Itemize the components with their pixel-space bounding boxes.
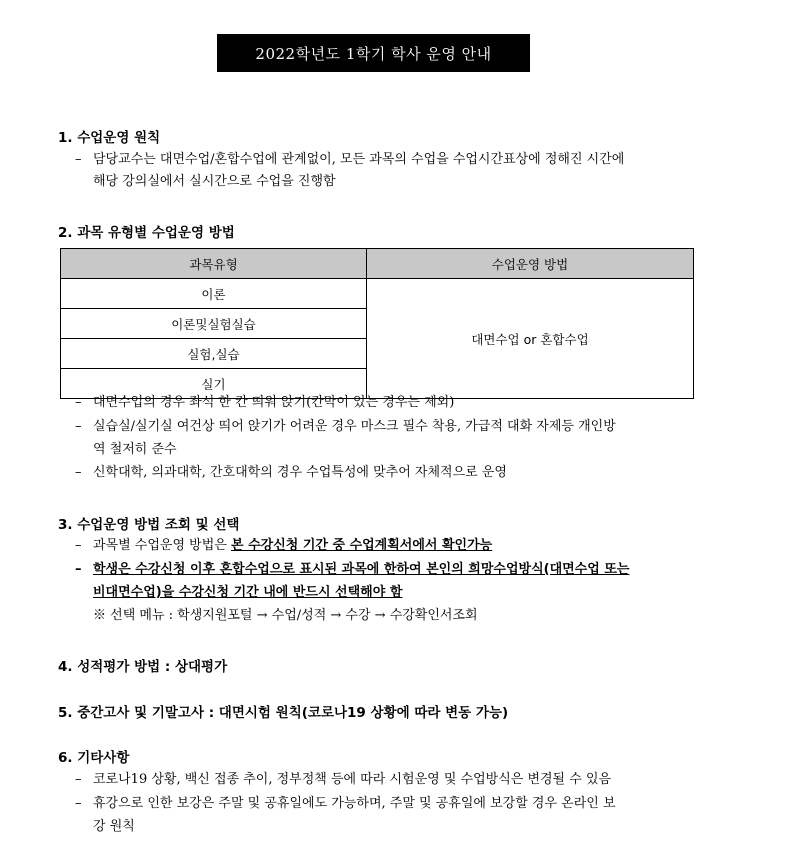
dash: – — [75, 796, 82, 811]
table-header: 과목유형 — [61, 249, 367, 279]
page-title: 2022학년도 1학기 학사 운영 안내 — [217, 34, 530, 72]
section-2-heading: 2. 과목 유형별 수업운영 방법 — [58, 225, 235, 241]
item-text: 신학대학, 의과대학, 간호대학의 경우 수업특성에 맞추어 자체적으로 운영 — [93, 465, 507, 480]
section-4-heading: 4. 성적평가 방법 : 상대평가 — [58, 659, 228, 675]
section-6-item — [75, 794, 616, 814]
course-type-table — [60, 248, 694, 399]
dash: – — [75, 538, 82, 553]
dash: – — [75, 465, 82, 480]
dash: – — [75, 562, 82, 577]
section-2-item — [75, 463, 507, 483]
section-6-item-cont: 강 원칙 — [93, 819, 135, 834]
menu-note: ※ 선택 메뉴 : 학생지원포털 → 수업/성적 → 수강 → 수강확인서조회 — [93, 608, 478, 623]
emphasis-text-cont: 비대면수업)을 수강신청 기간 내에 반드시 선택해야 함 — [93, 585, 403, 600]
section-3-item — [75, 536, 492, 556]
section-5-heading: 5. 중간고사 및 기말고사 : 대면시험 원칙(코로나19 상황에 따라 변동 가능) — [58, 705, 509, 721]
section-2-item-cont: 역 철저히 준수 — [93, 442, 177, 457]
table-header: 수업운영 방법 — [367, 249, 694, 279]
dash: – — [75, 419, 82, 434]
item-text: 실습실/실기실 여건상 띄어 앉기가 어려운 경우 마스크 필수 착용, 가급적 대화 자제등 개인방 — [93, 419, 616, 434]
section-6-heading: 6. 기타사항 — [58, 750, 130, 766]
dash: – — [75, 772, 82, 787]
table-cell: 실험,실습 — [61, 339, 367, 369]
table-cell-method: 대면수업 or 혼합수업 — [367, 279, 694, 399]
dash: – — [75, 395, 82, 410]
section-2-item — [75, 393, 454, 413]
item-text: 담당교수는 대면수업/혼합수업에 관계없이, 모든 과목의 수업을 수업시간표상에 정해진 시간에 — [93, 152, 625, 167]
section-6-item — [75, 770, 611, 790]
emphasis-text: 학생은 수강신청 이후 혼합수업으로 표시된 과목에 한하여 본인의 희망수업방식(대면수업 또는 — [93, 562, 630, 577]
table-cell: 이론및실험실습 — [61, 309, 367, 339]
item-text: 코로나19 상황, 백신 접종 추이, 정부정책 등에 따라 시험운영 및 수업방식은 변경될 수 있음 — [93, 772, 612, 787]
section-1-heading: 1. 수업운영 원칙 — [58, 130, 161, 146]
dash: – — [75, 152, 82, 167]
section-2-item — [75, 417, 616, 437]
section-3-item — [75, 560, 629, 580]
section-3-heading: 3. 수업운영 방법 조회 및 선택 — [58, 517, 240, 533]
section-1-item-cont: 해당 강의실에서 실시간으로 수업을 진행함 — [93, 174, 336, 189]
item-text: 휴강으로 인한 보강은 주말 및 공휴일에도 가능하며, 주말 및 공휴일에 보강할 경우 온라인 보 — [93, 796, 616, 811]
item-text: 과목별 수업운영 방법은 — [93, 538, 227, 553]
table-cell: 실기 — [61, 369, 367, 399]
emphasis-text: 본 수강신청 기간 중 수업계획서에서 확인가능 — [231, 538, 493, 553]
item-text: 대면수업의 경우 좌석 한 칸 띄워 앉기(칸막이 있는 경우는 제외) — [93, 395, 455, 410]
section-1-item — [75, 150, 624, 170]
table-cell: 이론 — [61, 279, 367, 309]
